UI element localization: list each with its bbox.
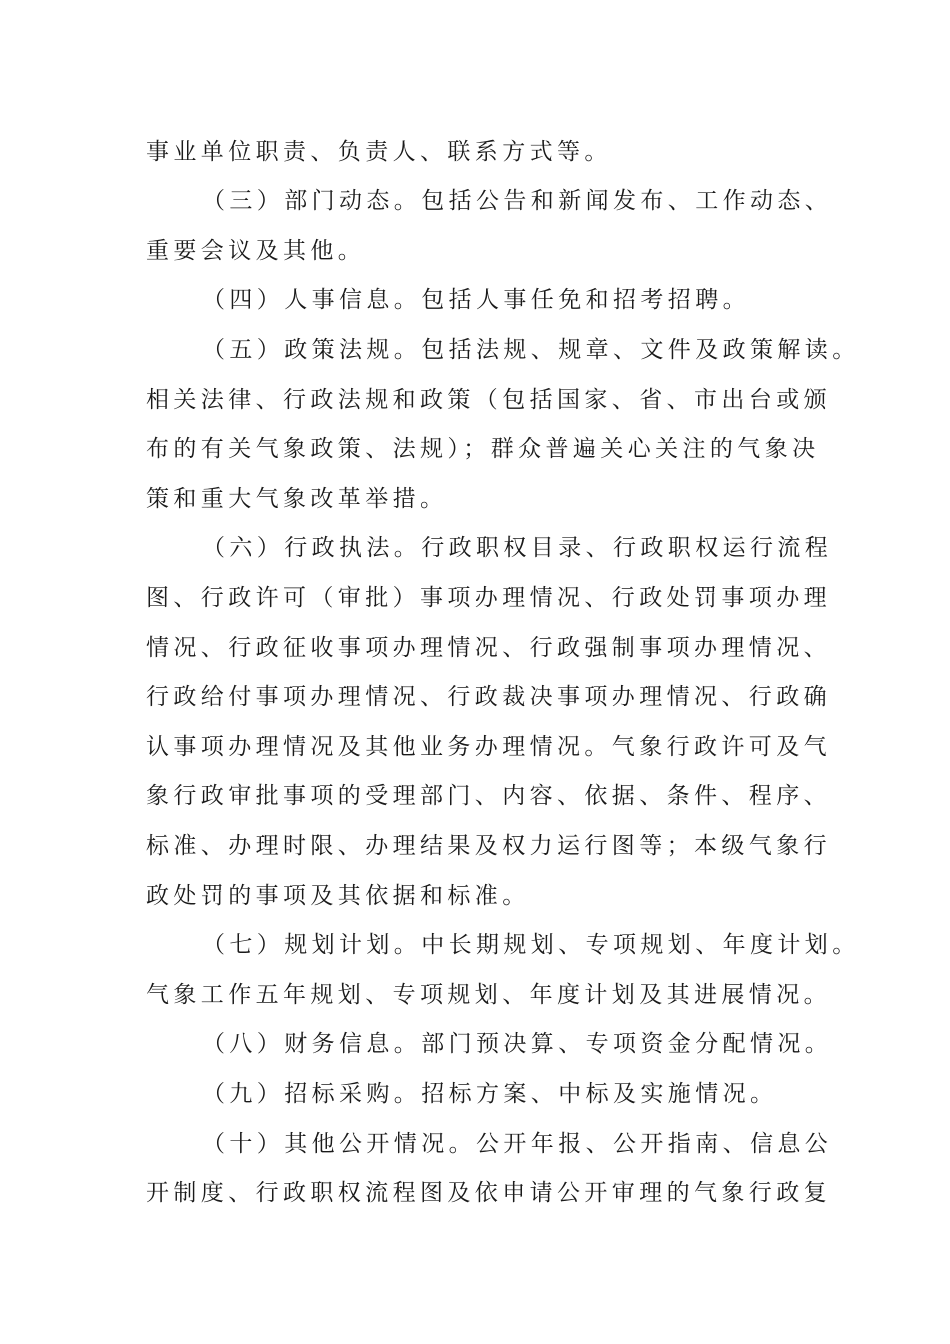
text-line: （十）其他公开情况。公开年报、公开指南、信息公 xyxy=(202,1131,833,1157)
text-line: 策和重大气象改革举措。 xyxy=(146,486,448,512)
text-line: （九）招标采购。招标方案、中标及实施情况。 xyxy=(202,1081,778,1107)
text-line: （三）部门动态。包括公告和新闻发布、工作动态、 xyxy=(202,188,833,214)
text-line: 标准、办理时限、办理结果及权力运行图等；本级气象行 xyxy=(146,833,831,859)
text-line: （六）行政执法。行政职权目录、行政职权运行流程 xyxy=(202,535,833,561)
text-line: 布的有关气象政策、法规）；群众普遍关心关注的气象决 xyxy=(146,436,820,462)
text-line: 政处罚的事项及其依据和标准。 xyxy=(146,883,530,909)
text-line: 重要会议及其他。 xyxy=(146,238,366,264)
text-line: 行政给付事项办理情况、行政裁决事项办理情况、行政确 xyxy=(146,684,831,710)
text-line: 事业单位职责、负责人、联系方式等。 xyxy=(146,139,612,165)
text-line: 认事项办理情况及其他业务办理情况。气象行政许可及气 xyxy=(146,734,831,760)
text-line: 象行政审批事项的受理部门、内容、依据、条件、程序、 xyxy=(146,783,831,809)
text-line: 开制度、行政职权流程图及依申请公开审理的气象行政复 xyxy=(146,1180,831,1206)
text-line: 气象工作五年规划、专项规划、年度计划及其进展情况。 xyxy=(146,982,831,1008)
text-line: （八）财务信息。部门预决算、专项资金分配情况。 xyxy=(202,1031,833,1057)
text-line: 相关法律、行政法规和政策（包括国家、省、市出台或颁 xyxy=(146,387,831,413)
text-line: 图、行政许可（审批）事项办理情况、行政处罚事项办理 xyxy=(146,585,831,611)
text-line: （七）规划计划。中长期规划、专项规划、年度计划。 xyxy=(202,932,860,958)
text-line: 情况、行政征收事项办理情况、行政强制事项办理情况、 xyxy=(146,635,831,661)
text-line: （五）政策法规。包括法规、规章、文件及政策解读。 xyxy=(202,337,860,363)
text-line: （四）人事信息。包括人事任免和招考招聘。 xyxy=(202,287,750,313)
